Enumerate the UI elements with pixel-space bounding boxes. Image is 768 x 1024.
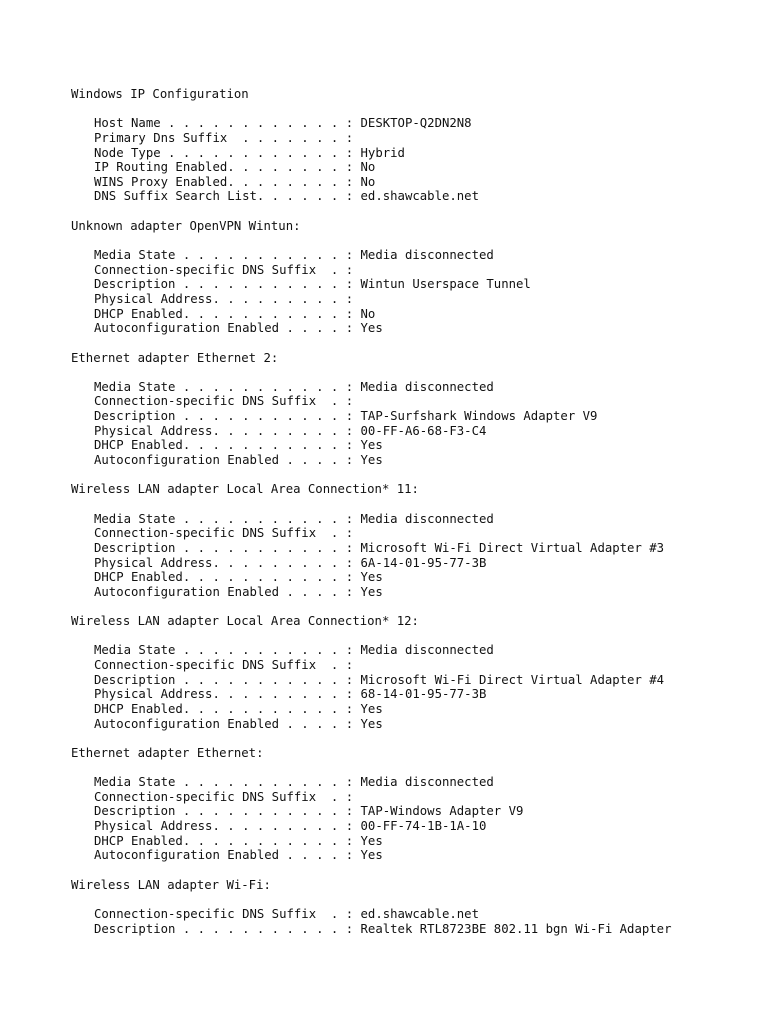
- section-heading: Unknown adapter OpenVPN Wintun:: [71, 218, 301, 233]
- section-heading: Wireless LAN adapter Local Area Connection* 12:: [71, 614, 419, 629]
- entry-label: Physical Address. . . . . . . . . :: [94, 819, 361, 834]
- entry-connection-dns-suffix: [71, 394, 761, 409]
- section-local-area-connection-12: [71, 614, 761, 746]
- blank-line: [71, 892, 761, 907]
- entry-label: Autoconfiguration Enabled . . . . :: [94, 453, 361, 468]
- entry-connection-dns-suffix: [71, 263, 761, 278]
- entry-label: Media State . . . . . . . . . . . :: [94, 248, 361, 263]
- entry-value: No: [360, 174, 376, 189]
- blank-line: [71, 468, 761, 483]
- section-heading: Wireless LAN adapter Wi-Fi:: [71, 877, 271, 892]
- entry-label: Media State . . . . . . . . . . . :: [94, 643, 361, 658]
- blank-line: [71, 731, 761, 746]
- entry-value: Yes: [360, 584, 383, 599]
- entry-value: Media disconnected: [360, 379, 494, 394]
- entry-label: DNS Suffix Search List. . . . . . :: [94, 189, 361, 204]
- entry-label: Description . . . . . . . . . . . :: [94, 672, 361, 687]
- entry-label: Connection-specific DNS Suffix . :: [94, 394, 361, 409]
- entry-media-state: [71, 380, 761, 395]
- entry-autoconfiguration-enabled: [71, 717, 761, 732]
- entry-autoconfiguration-enabled: [71, 453, 761, 468]
- entry-connection-dns-suffix: [71, 526, 761, 541]
- blank-line: [71, 629, 761, 644]
- entry-label: Description . . . . . . . . . . . :: [94, 277, 361, 292]
- entry-label: DHCP Enabled. . . . . . . . . . . :: [94, 438, 361, 453]
- entry-value: 00-FF-A6-68-F3-C4: [360, 423, 487, 438]
- entry-autoconfiguration-enabled: [71, 321, 761, 336]
- entry-description: [71, 541, 761, 556]
- blank-line: [71, 760, 761, 775]
- entry-value: Media disconnected: [360, 511, 494, 526]
- entry-label: Physical Address. . . . . . . . . :: [94, 291, 361, 306]
- entry-label: Description . . . . . . . . . . . :: [94, 804, 361, 819]
- blank-line: [71, 599, 761, 614]
- entry-label: Connection-specific DNS Suffix . :: [94, 657, 361, 672]
- entry-physical-address: [71, 292, 761, 307]
- blank-line: [71, 233, 761, 248]
- section-windows-ip-configuration: [71, 87, 761, 219]
- entry-physical-address: [71, 556, 761, 571]
- entry-label: Autoconfiguration Enabled . . . . :: [94, 584, 361, 599]
- blank-line: [71, 102, 761, 117]
- entry-wins-proxy-enabled: [71, 175, 761, 190]
- entry-label: Autoconfiguration Enabled . . . . :: [94, 716, 361, 731]
- entry-value: TAP-Windows Adapter V9: [360, 804, 524, 819]
- entry-description: [71, 673, 761, 688]
- entry-value: Hybrid: [360, 145, 405, 160]
- section-heading: Wireless LAN adapter Local Area Connection* 11:: [71, 482, 419, 497]
- entry-dns-suffix-search-list: [71, 189, 761, 204]
- entry-connection-dns-suffix: [71, 658, 761, 673]
- entry-label: Primary Dns Suffix . . . . . . . :: [94, 130, 361, 145]
- entry-value: TAP-Surfshark Windows Adapter V9: [360, 409, 598, 424]
- entry-label: Connection-specific DNS Suffix . :: [94, 789, 361, 804]
- ipconfig-output: [71, 87, 761, 936]
- entry-value: Yes: [360, 833, 383, 848]
- entry-autoconfiguration-enabled: [71, 848, 761, 863]
- entry-value: Yes: [360, 848, 383, 863]
- entry-value: ed.shawcable.net: [360, 189, 479, 204]
- entry-ip-routing-enabled: [71, 160, 761, 175]
- entry-label: Description . . . . . . . . . . . :: [94, 921, 361, 936]
- entry-value: Microsoft Wi-Fi Direct Virtual Adapter #3: [360, 540, 665, 555]
- entry-value: Yes: [360, 321, 383, 336]
- entry-value: ed.shawcable.net: [360, 906, 479, 921]
- entry-description: [71, 277, 761, 292]
- entry-label: DHCP Enabled. . . . . . . . . . . :: [94, 306, 361, 321]
- entry-label: Physical Address. . . . . . . . . :: [94, 555, 361, 570]
- entry-connection-dns-suffix: [71, 790, 761, 805]
- entry-description: [71, 804, 761, 819]
- entry-physical-address: [71, 424, 761, 439]
- section-ethernet: [71, 746, 761, 878]
- entry-value: Yes: [360, 701, 383, 716]
- entry-primary-dns-suffix: [71, 131, 761, 146]
- entry-value: Media disconnected: [360, 775, 494, 790]
- blank-line: [71, 497, 761, 512]
- blank-line: [71, 863, 761, 878]
- entry-label: DHCP Enabled. . . . . . . . . . . :: [94, 570, 361, 585]
- section-openvpn-wintun: [71, 219, 761, 351]
- entry-dhcp-enabled: [71, 834, 761, 849]
- entry-autoconfiguration-enabled: [71, 585, 761, 600]
- entry-media-state: [71, 248, 761, 263]
- entry-label: Media State . . . . . . . . . . . :: [94, 379, 361, 394]
- entry-value: Microsoft Wi-Fi Direct Virtual Adapter #4: [360, 672, 665, 687]
- entry-label: DHCP Enabled. . . . . . . . . . . :: [94, 833, 361, 848]
- blank-line: [71, 336, 761, 351]
- entry-label: Media State . . . . . . . . . . . :: [94, 775, 361, 790]
- entry-label: Connection-specific DNS Suffix . :: [94, 526, 361, 541]
- entry-label: Media State . . . . . . . . . . . :: [94, 511, 361, 526]
- blank-line: [71, 204, 761, 219]
- entry-media-state: [71, 512, 761, 527]
- entry-value: Media disconnected: [360, 643, 494, 658]
- entry-media-state: [71, 643, 761, 658]
- entry-label: Connection-specific DNS Suffix . :: [94, 262, 361, 277]
- entry-description: [71, 922, 761, 937]
- blank-line: [71, 365, 761, 380]
- entry-host-name: [71, 116, 761, 131]
- entry-value: Media disconnected: [360, 248, 494, 263]
- entry-dhcp-enabled: [71, 307, 761, 322]
- entry-connection-dns-suffix: [71, 907, 761, 922]
- entry-value: Wintun Userspace Tunnel: [360, 277, 531, 292]
- entry-node-type: [71, 146, 761, 161]
- entry-value: 6A-14-01-95-77-3B: [360, 555, 487, 570]
- entry-label: Host Name . . . . . . . . . . . . :: [94, 116, 361, 131]
- entry-value: Yes: [360, 438, 383, 453]
- entry-value: 00-FF-74-1B-1A-10: [360, 819, 487, 834]
- entry-label: Connection-specific DNS Suffix . :: [94, 906, 361, 921]
- entry-label: Description . . . . . . . . . . . :: [94, 409, 361, 424]
- entry-value: Realtek RTL8723BE 802.11 bgn Wi-Fi Adapter: [360, 921, 672, 936]
- entry-value: Yes: [360, 716, 383, 731]
- entry-physical-address: [71, 819, 761, 834]
- section-heading: Ethernet adapter Ethernet 2:: [71, 350, 279, 365]
- entry-value: 68-14-01-95-77-3B: [360, 687, 487, 702]
- entry-dhcp-enabled: [71, 570, 761, 585]
- entry-label: Autoconfiguration Enabled . . . . :: [94, 321, 361, 336]
- entry-value: DESKTOP-Q2DN2N8: [360, 116, 472, 131]
- entry-label: Node Type . . . . . . . . . . . . :: [94, 145, 361, 160]
- entry-label: Physical Address. . . . . . . . . :: [94, 687, 361, 702]
- entry-label: IP Routing Enabled. . . . . . . . :: [94, 160, 361, 175]
- entry-label: Autoconfiguration Enabled . . . . :: [94, 848, 361, 863]
- entry-physical-address: [71, 687, 761, 702]
- section-heading: Ethernet adapter Ethernet:: [71, 745, 264, 760]
- entry-dhcp-enabled: [71, 438, 761, 453]
- entry-label: WINS Proxy Enabled. . . . . . . . :: [94, 174, 361, 189]
- entry-dhcp-enabled: [71, 702, 761, 717]
- entry-description: [71, 409, 761, 424]
- entry-value: Yes: [360, 453, 383, 468]
- entry-label: Physical Address. . . . . . . . . :: [94, 423, 361, 438]
- section-local-area-connection-11: [71, 482, 761, 614]
- entry-value: No: [360, 160, 376, 175]
- section-heading: Windows IP Configuration: [71, 87, 249, 101]
- entry-label: DHCP Enabled. . . . . . . . . . . :: [94, 701, 361, 716]
- entry-label: Description . . . . . . . . . . . :: [94, 540, 361, 555]
- entry-media-state: [71, 775, 761, 790]
- section-wifi: [71, 878, 761, 937]
- entry-value: No: [360, 306, 376, 321]
- section-ethernet-2: [71, 351, 761, 483]
- entry-value: Yes: [360, 570, 383, 585]
